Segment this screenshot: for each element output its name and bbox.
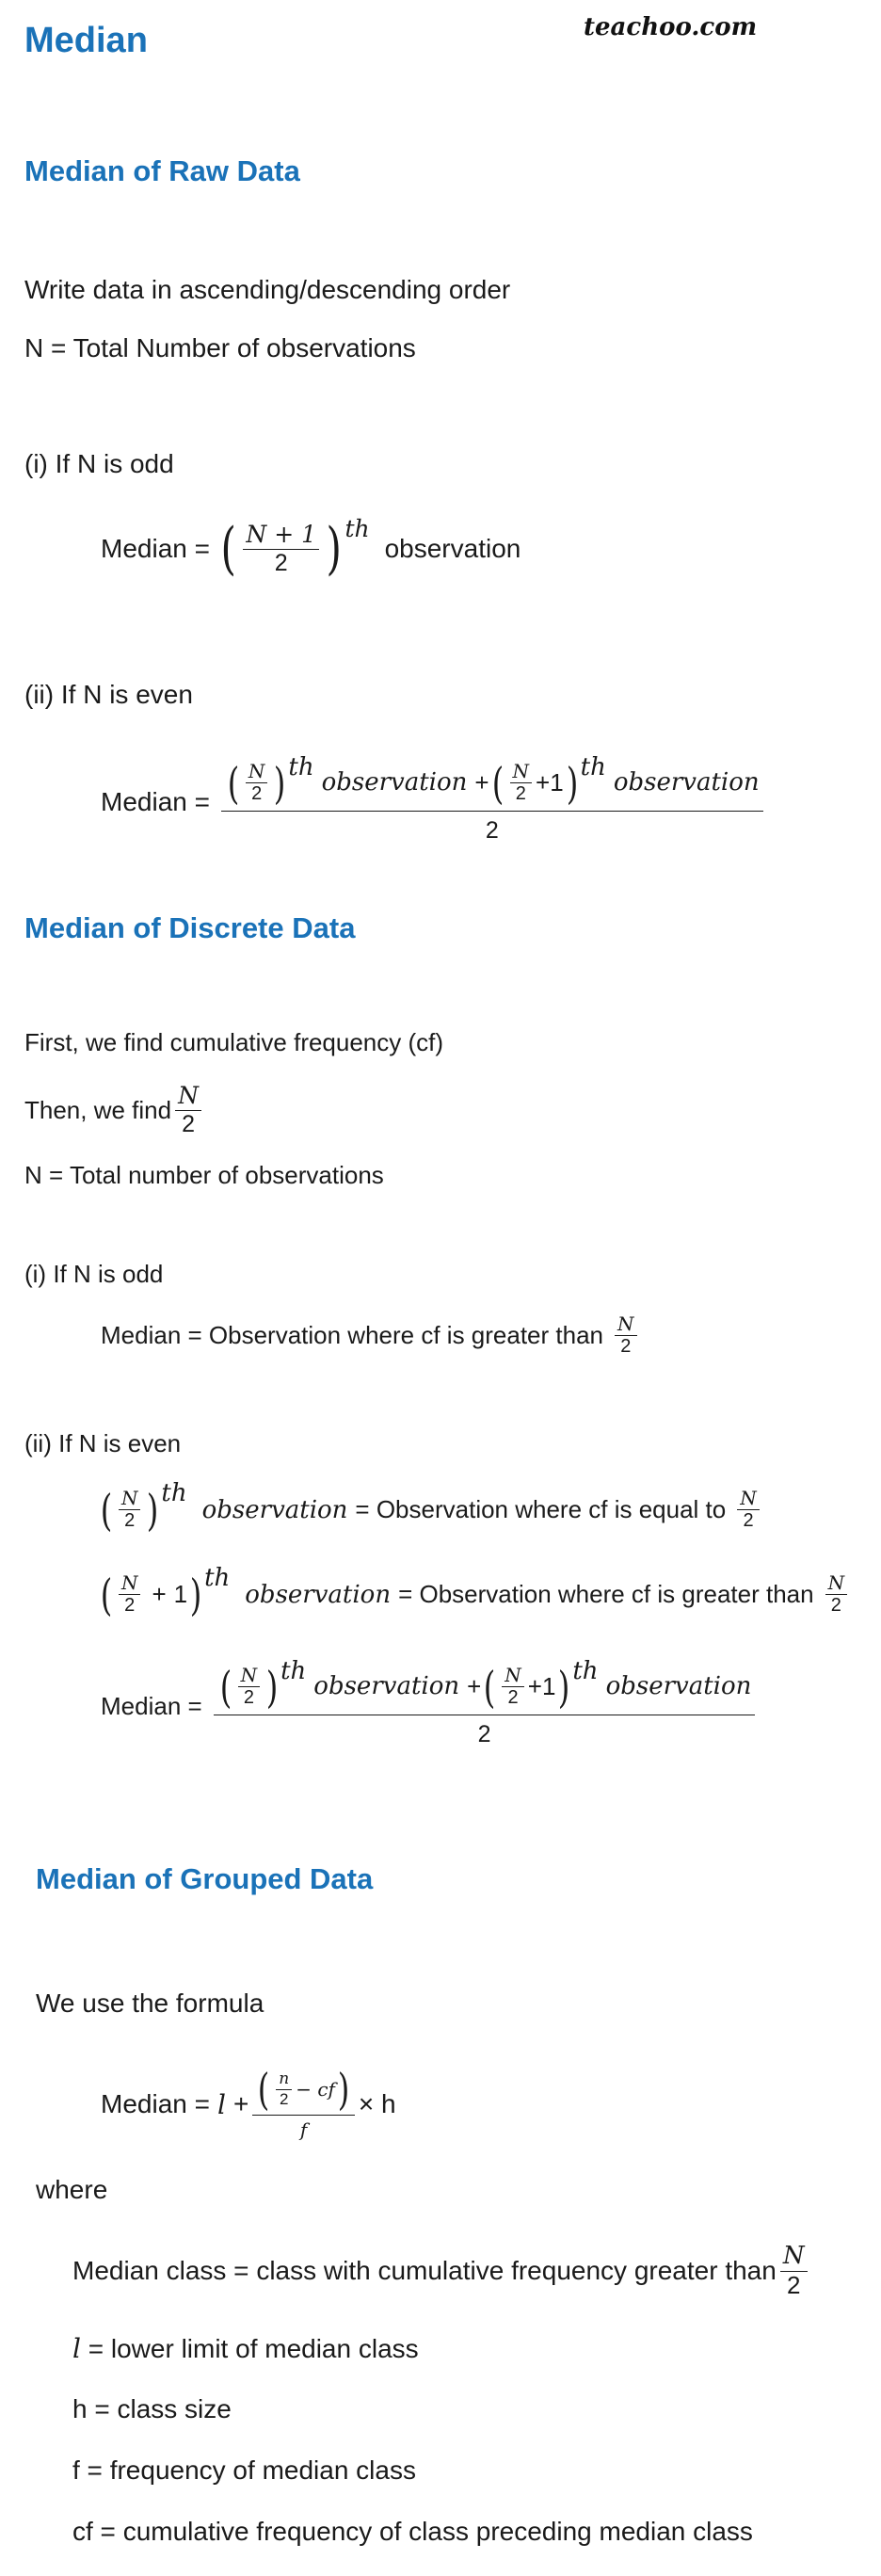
raw-even-label: (ii) If N is even [24, 680, 193, 709]
def-f: f = frequency of median class [72, 2455, 416, 2485]
grouped-median-formula: Median = l + ( $\frac{n}{2}$ − cf ) f × h [101, 2064, 396, 2141]
raw-line2: N = Total Number of observations [24, 333, 416, 362]
fraction-n-over-2: $\frac{N}{2}$ [175, 1083, 201, 1138]
raw-odd-formula: Median = ( $\frac{N + 1}{2}$ ) $^{th}$ observation [101, 514, 521, 582]
grouped-fraction: ( $\frac{n}{2}$ − cf ) f [252, 2068, 355, 2141]
median-eq-label: Median = [101, 534, 210, 563]
grouped-where: where [36, 2175, 108, 2204]
discrete-eq2: ( $\frac{N}{2}$ + 1 ) $^{th}$ observation = Observation where cf is greater than $\frac{N}{2}$ [98, 1572, 851, 1617]
discrete-odd-label: (i) If N is odd [24, 1260, 164, 1288]
heading-raw-data: Median of Raw Data [24, 154, 300, 187]
observation-word: observation [384, 534, 521, 563]
discrete-median-fraction: ( $\frac{N}{2}$ ) $^{th}$ observation + ( $\frac{N}{2}$ + 1 ) $^{th}$ observation 2 [214, 1665, 756, 1748]
even-median-fraction: ( $\frac{N}{2}$ ) $^{th}$ observation + ( $\frac{N}{2}$ + 1 ) $^{th}$ observation 2 [221, 761, 763, 845]
discrete-line3: N = Total number of observations [24, 1161, 384, 1189]
def-h: h = class size [72, 2394, 232, 2423]
def-l: l = lower limit of median class [72, 2333, 419, 2364]
fraction-n-plus-1-over-2: $\frac{N + 1}{2}$ [243, 522, 319, 577]
def-cf: cf = cumulative frequency of class preceding median class [72, 2517, 753, 2546]
discrete-line2: Then, we find $\frac{N}{2}$ [24, 1083, 205, 1138]
median-eq-label: Median = [101, 787, 210, 817]
heading-grouped-data: Median of Grouped Data [36, 1862, 374, 1895]
page-title: Median [24, 21, 148, 60]
teachoo-logo[interactable]: teachoo.com [584, 13, 758, 41]
heading-discrete-data: Median of Discrete Data [24, 911, 356, 944]
grouped-line1: We use the formula [36, 1988, 264, 2018]
discrete-eq1: ( $\frac{N}{2}$ ) $^{th}$ observation = Observation where cf is equal to $\frac{N}{2}$ [98, 1488, 763, 1532]
def-median-class: Median class = class with cumulative frequency greater than $\frac{N}{2}$ [72, 2243, 811, 2300]
raw-line1: Write data in ascending/descending order [24, 275, 511, 304]
discrete-line1: First, we find cumulative frequency (cf) [24, 1028, 444, 1056]
raw-odd-label: (i) If N is odd [24, 449, 174, 478]
discrete-median-formula: Median = ( $\frac{N}{2}$ ) $^{th}$ observation + ( $\frac{N}{2}$ + 1 ) $^{th}$ observation 2 [101, 1665, 759, 1748]
raw-even-formula [101, 752, 767, 845]
discrete-even-label: (ii) If N is even [24, 1429, 182, 1457]
discrete-odd-formula: Median = Observation where cf is greater than $\frac{N}{2}$ [101, 1313, 641, 1358]
